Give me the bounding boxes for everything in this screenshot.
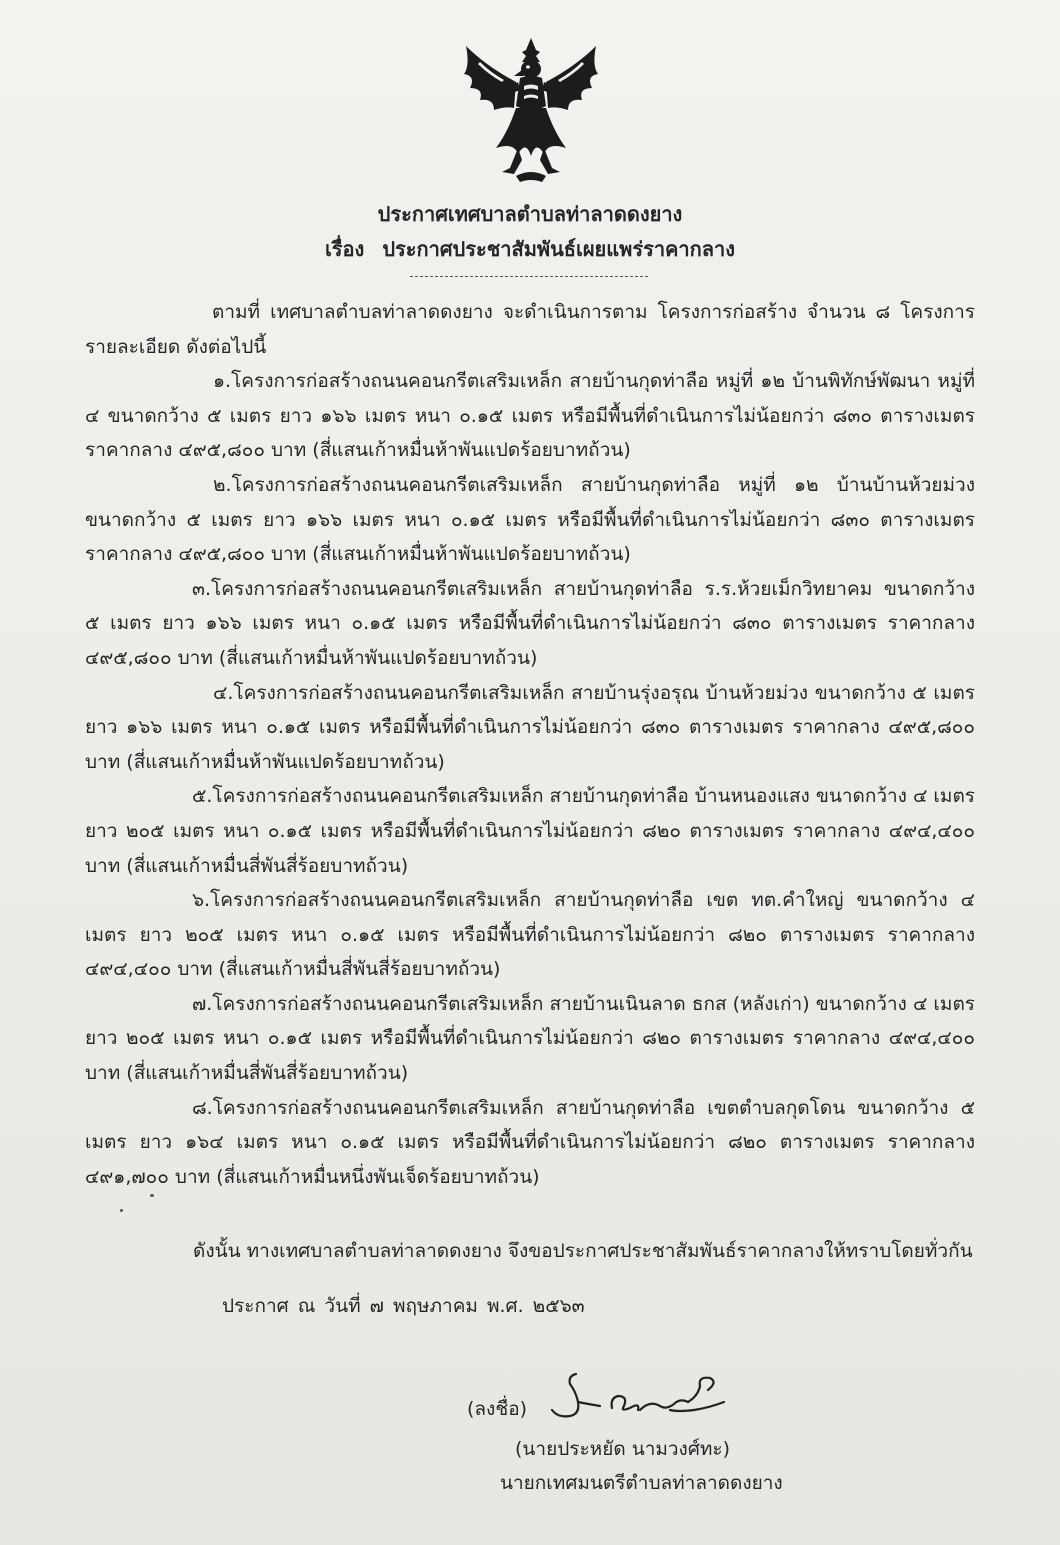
project-item-1: ๑.โครงการก่อสร้างถนนคอนกรีตเสริมเหล็ก สายบ้านกุดท่าลือ หมู่ที่ ๑๒ บ้านพิทักษ์พัฒนา หมู่ที่ ๔ ขนาดกว้าง ๕ เมตร ยาว ๑๖๖ เมตร หนา ๐.๑๕ เมตร หรือมีพื้นที่ดำเนินการไม่น้อยกว่า ๘๓๐ ตารางเมตร ราคากลาง ๔๙๕,๘๐๐ บาท (สี่แสนเก้าหมื่นห้าพันแปดร้อยบาทถ้วน) <box>85 370 975 462</box>
project-item-7: ๗.โครงการก่อสร้างถนนคอนกรีตเสริมเหล็ก สายบ้านเนินลาด ธกส (หลังเก่า) ขนาดกว้าง ๔ เมตร ยาว ๒๐๕ เมตร หนา ๐.๑๕ เมตร หรือมีพื้นที่ดำเนินการไม่น้อยกว่า ๘๒๐ ตารางเมตร ราคากลาง ๔๙๔,๔๐๐ บาท (สี่แสนเก้าหมื่นสี่พันสี่ร้อยบาทถ้วน) <box>85 992 975 1085</box>
signatory-position: นายกเทศมนตรีตำบลท่าลาดดงยาง <box>500 1472 783 1494</box>
handwritten-signature-icon <box>548 1366 738 1428</box>
title-divider <box>410 276 648 277</box>
paper-speck <box>120 1209 123 1212</box>
project-item-5: ๕.โครงการก่อสร้างถนนคอนกรีตเสริมเหล็ก สายบ้านกุดท่าลือ บ้านหนองแสง ขนาดกว้าง ๔ เมตร ยาว ๒๐๕ เมตร หนา ๐.๑๕ เมตร หรือมีพื้นที่ดำเนินการไม่น้อยกว่า ๘๒๐ ตารางเมตร ราคากลาง ๔๙๔,๔๐๐ บาท (สี่แสนเก้าหมื่นสี่พันสี่ร้อยบาทถ้วน) <box>85 785 975 877</box>
subject-text: ประกาศประชาสัมพันธ์เผยแพร่ราคากลาง <box>382 237 736 261</box>
garuda-emblem-icon <box>455 36 607 186</box>
paper-speck <box>150 1194 154 1197</box>
subject-label: เรื่อง <box>324 237 365 261</box>
announcement-title: ประกาศเทศบาลตำบลท่าลาดดงยาง <box>377 202 683 226</box>
document-body <box>85 295 975 1194</box>
signatory-name: (นายประหยัด นามวงศ์ทะ) <box>515 1438 731 1460</box>
project-item-3: ๓.โครงการก่อสร้างถนนคอนกรีตเสริมเหล็ก สายบ้านกุดท่าลือ ร.ร.ห้วยเม็กวิทยาคม ขนาดกว้าง ๕ เมตร ยาว ๑๖๖ เมตร หนา ๐.๑๕ เมตร หรือมีพื้นที่ดำเนินการไม่น้อยกว่า ๘๓๐ ตารางเมตร ราคากลาง ๔๙๕,๘๐๐ บาท (สี่แสนเก้าหมื่นห้าพันแปดร้อยบาทถ้วน) <box>85 577 975 669</box>
intro-paragraph: ตามที่ เทศบาลตำบลท่าลาดดงยาง จะดำเนินการตาม โครงการก่อสร้าง จำนวน ๘ โครงการ รายละเอียด ดังต่อไปนี้ <box>85 301 975 358</box>
project-item-6: ๖.โครงการก่อสร้างถนนคอนกรีตเสริมเหล็ก สายบ้านกุดท่าลือ เขต ทต.คำใหญ่ ขนาดกว้าง ๔ เมตร ยาว ๒๐๕ เมตร หนา ๐.๑๕ เมตร หรือมีพื้นที่ดำเนินการไม่น้อยกว่า ๘๒๐ ตารางเมตร ราคากลาง ๔๙๔,๔๐๐ บาท (สี่แสนเก้าหมื่นสี่พันสี่ร้อยบาทถ้วน) <box>85 889 975 981</box>
conclusion-paragraph: ดังนั้น ทางเทศบาลตำบลท่าลาดดงยาง จึงขอประกาศประชาสัมพันธ์ราคากลางให้ทราบโดยทั่วกัน <box>193 1240 973 1262</box>
signature-label: (ลงชื่อ) <box>467 1398 528 1420</box>
project-item-8: ๘.โครงการก่อสร้างถนนคอนกรีตเสริมเหล็ก สายบ้านกุดท่าลือ เขตตำบลกุดโดน ขนาดกว้าง ๕ เมตร ยาว ๑๖๔ เมตร หนา ๐.๑๕ เมตร หรือมีพื้นที่ดำเนินการไม่น้อยกว่า ๘๒๐ ตารางเมตร ราคากลาง ๔๙๑,๗๐๐ บาท (สี่แสนเก้าหมื่นหนึ่งพันเจ็ดร้อยบาทถ้วน) <box>85 1096 975 1188</box>
announcement-date: ประกาศ ณ วันที่ ๗ พฤษภาคม พ.ศ. ๒๕๖๓ <box>222 1295 585 1317</box>
project-item-4: ๔.โครงการก่อสร้างถนนคอนกรีตเสริมเหล็ก สายบ้านรุ่งอรุณ บ้านห้วยม่วง ขนาดกว้าง ๕ เมตร ยาว ๑๖๖ เมตร หนา ๐.๑๕ เมตร หรือมีพื้นที่ดำเนินการไม่น้อยกว่า ๘๓๐ ตารางเมตร ราคากลาง ๔๙๕,๘๐๐ บาท (สี่แสนเก้าหมื่นห้าพันแปดร้อยบาทถ้วน) <box>85 681 975 773</box>
project-item-2: ๒.โครงการก่อสร้างถนนคอนกรีตเสริมเหล็ก สายบ้านกุดท่าลือ หมู่ที่ ๑๒ บ้านบ้านห้วยม่วง ขนาดกว้าง ๕ เมตร ยาว ๑๖๖ เมตร หนา ๐.๑๕ เมตร หรือมีพื้นที่ดำเนินการไม่น้อยกว่า ๘๓๐ ตารางเมตร ราคากลาง ๔๙๕,๘๐๐ บาท (สี่แสนเก้าหมื่นห้าพันแปดร้อยบาทถ้วน) <box>85 473 975 566</box>
subject-line <box>0 233 1060 265</box>
